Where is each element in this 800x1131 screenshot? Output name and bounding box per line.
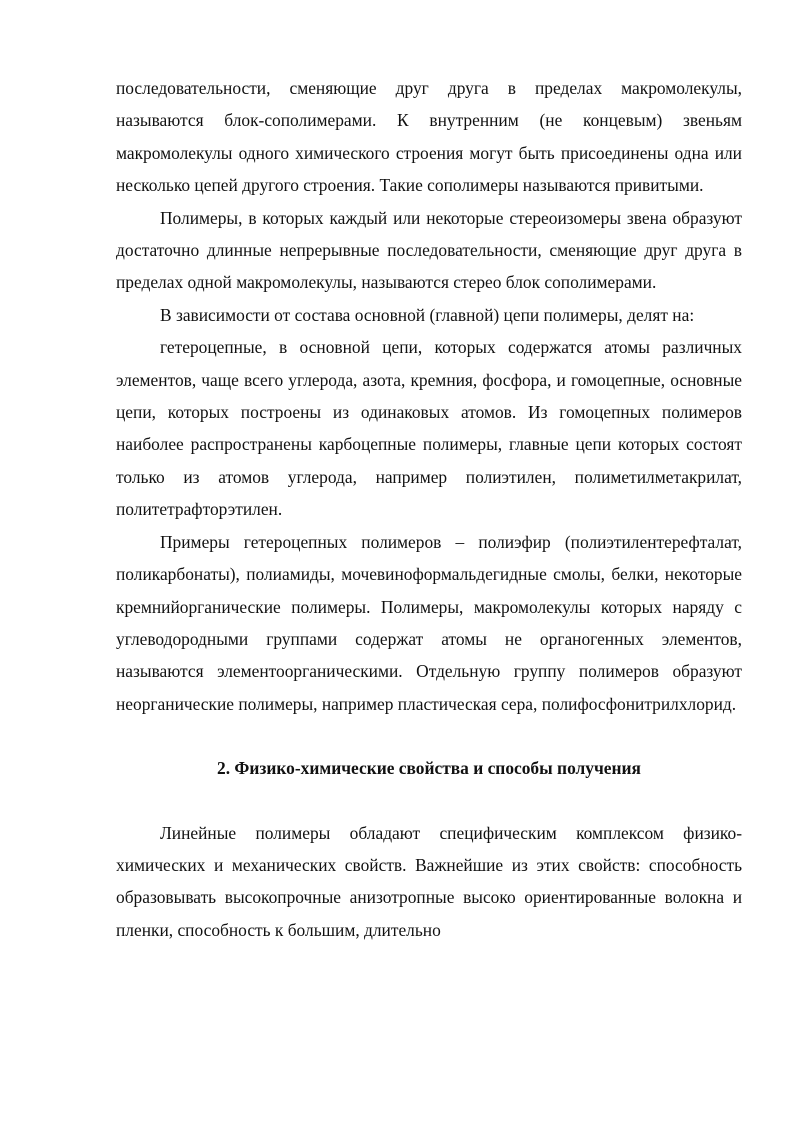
section-heading: 2. Физико-химические свойства и способы получения [217,758,641,779]
paragraph-6: Линейные полимеры обладают специфическим комплексом физико-химических и механических свойств. Важнейшие из этих свойств: способность образовывать высокопрочные анизотропные высоко ориентированные волокна и пленки, способность к большим, длительно [116,822,742,940]
paragraph-4: гетероцепные, в основной цепи, которых содержатся атомы различных элементов, чаще всего углерода, азота, кремния, фосфора, и гомоцепные, основные цепи, которых построены из одинаковых атомов. Из гомоцепных полимеров наиболее распространены карбоцепные полимеры, главные цепи которых состоят только из атомов углерода, например полиэтилен, полиметилметакрилат, политетрафторэтилен. [116,337,742,520]
paragraph-2: Полимеры, в которых каждый или некоторые стереоизомеры звена образуют достаточно длинные непрерывные последовательности, сменяющие друг друга в пределах одной макромолекулы, называются стерео блок сополимерами. [116,207,742,293]
spacer [116,785,742,817]
paragraph-3: В зависимости от состава основной (главной) цепи полимеры, делят на: [160,304,695,325]
paragraph-1: последовательности, сменяющие друг друга в пределах макромолекулы, называются блок-сополимерами. К внутренним (не концевым) звеньям макромолекулы одного химического строения могут быть присоединены одна или несколько цепей другого строения. Такие сополимеры называются привитыми. [116,78,742,196]
spacer [116,720,742,752]
paragraph-5: Примеры гетероцепных полимеров – полиэфир (полиэтилентерефталат, поликарбонаты), полиамиды, мочевиноформальдегидные смолы, белки, некоторые кремнийорганические полимеры. Полимеры, макромолекулы которых наряду с углеводородными группами содержат атомы не органогенных элементов, называются элементоорганическими. Отдельную группу полимеров образуют неорганические полимеры, например пластическая сера, полифосфонитрилхлорид. [116,531,742,714]
